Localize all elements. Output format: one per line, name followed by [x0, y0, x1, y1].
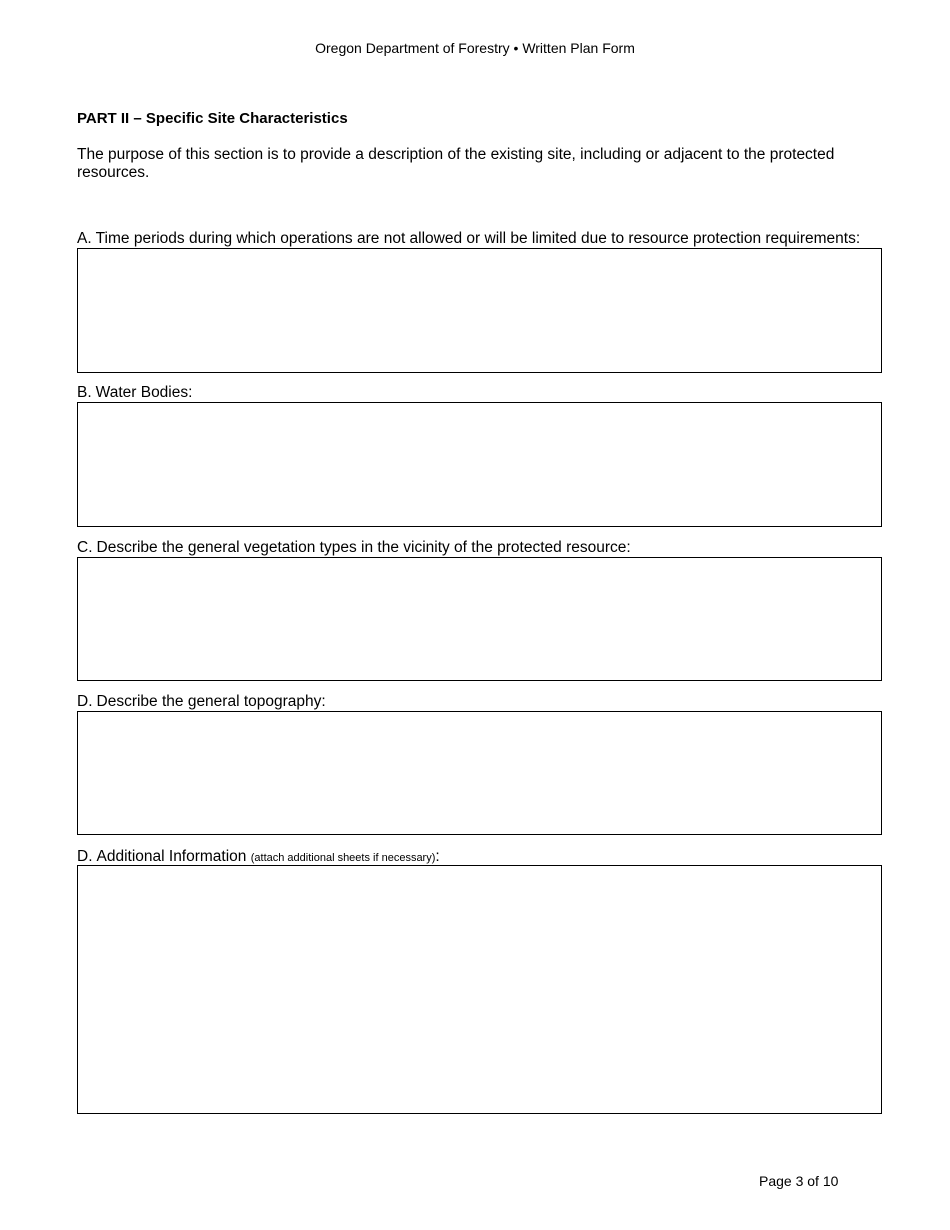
additional-info-letter: D.	[77, 848, 93, 865]
question-a-label	[77, 230, 860, 248]
time-periods-field[interactable]	[77, 248, 882, 373]
section-title: PART II – Specific Site Characteristics	[77, 110, 348, 127]
additional-info-text: Additional Information	[96, 848, 247, 865]
question-a-letter: A.	[77, 230, 92, 247]
question-c-letter: C.	[77, 539, 93, 556]
additional-info-colon: :	[435, 848, 440, 865]
question-d-text: Describe the general topography:	[96, 693, 326, 710]
question-b-text: Water Bodies:	[95, 384, 193, 401]
question-c-label	[77, 539, 631, 557]
additional-info-note: (attach additional sheets if necessary)	[250, 852, 436, 864]
vegetation-types-field[interactable]	[77, 557, 882, 681]
additional-info-field[interactable]	[77, 865, 882, 1114]
page-header: Oregon Department of Forestry • Written Plan Form	[315, 40, 635, 56]
question-d-letter: D.	[77, 693, 93, 710]
question-c-text: Describe the general vegetation types in the vicinity of the protected resource:	[96, 539, 631, 556]
question-b-label	[77, 384, 192, 402]
question-d-label	[77, 693, 326, 711]
section-intro: The purpose of this section is to provide a description of the existing site, including or adjacent to the protected resources.	[77, 146, 835, 181]
water-bodies-field[interactable]	[77, 402, 882, 527]
topography-field[interactable]	[77, 711, 882, 835]
question-b-letter: B.	[77, 384, 92, 401]
page-number: Page 3 of 10	[759, 1173, 839, 1189]
question-a-text: Time periods during which operations are not allowed or will be limited due to resource protection requirements:	[95, 230, 861, 247]
